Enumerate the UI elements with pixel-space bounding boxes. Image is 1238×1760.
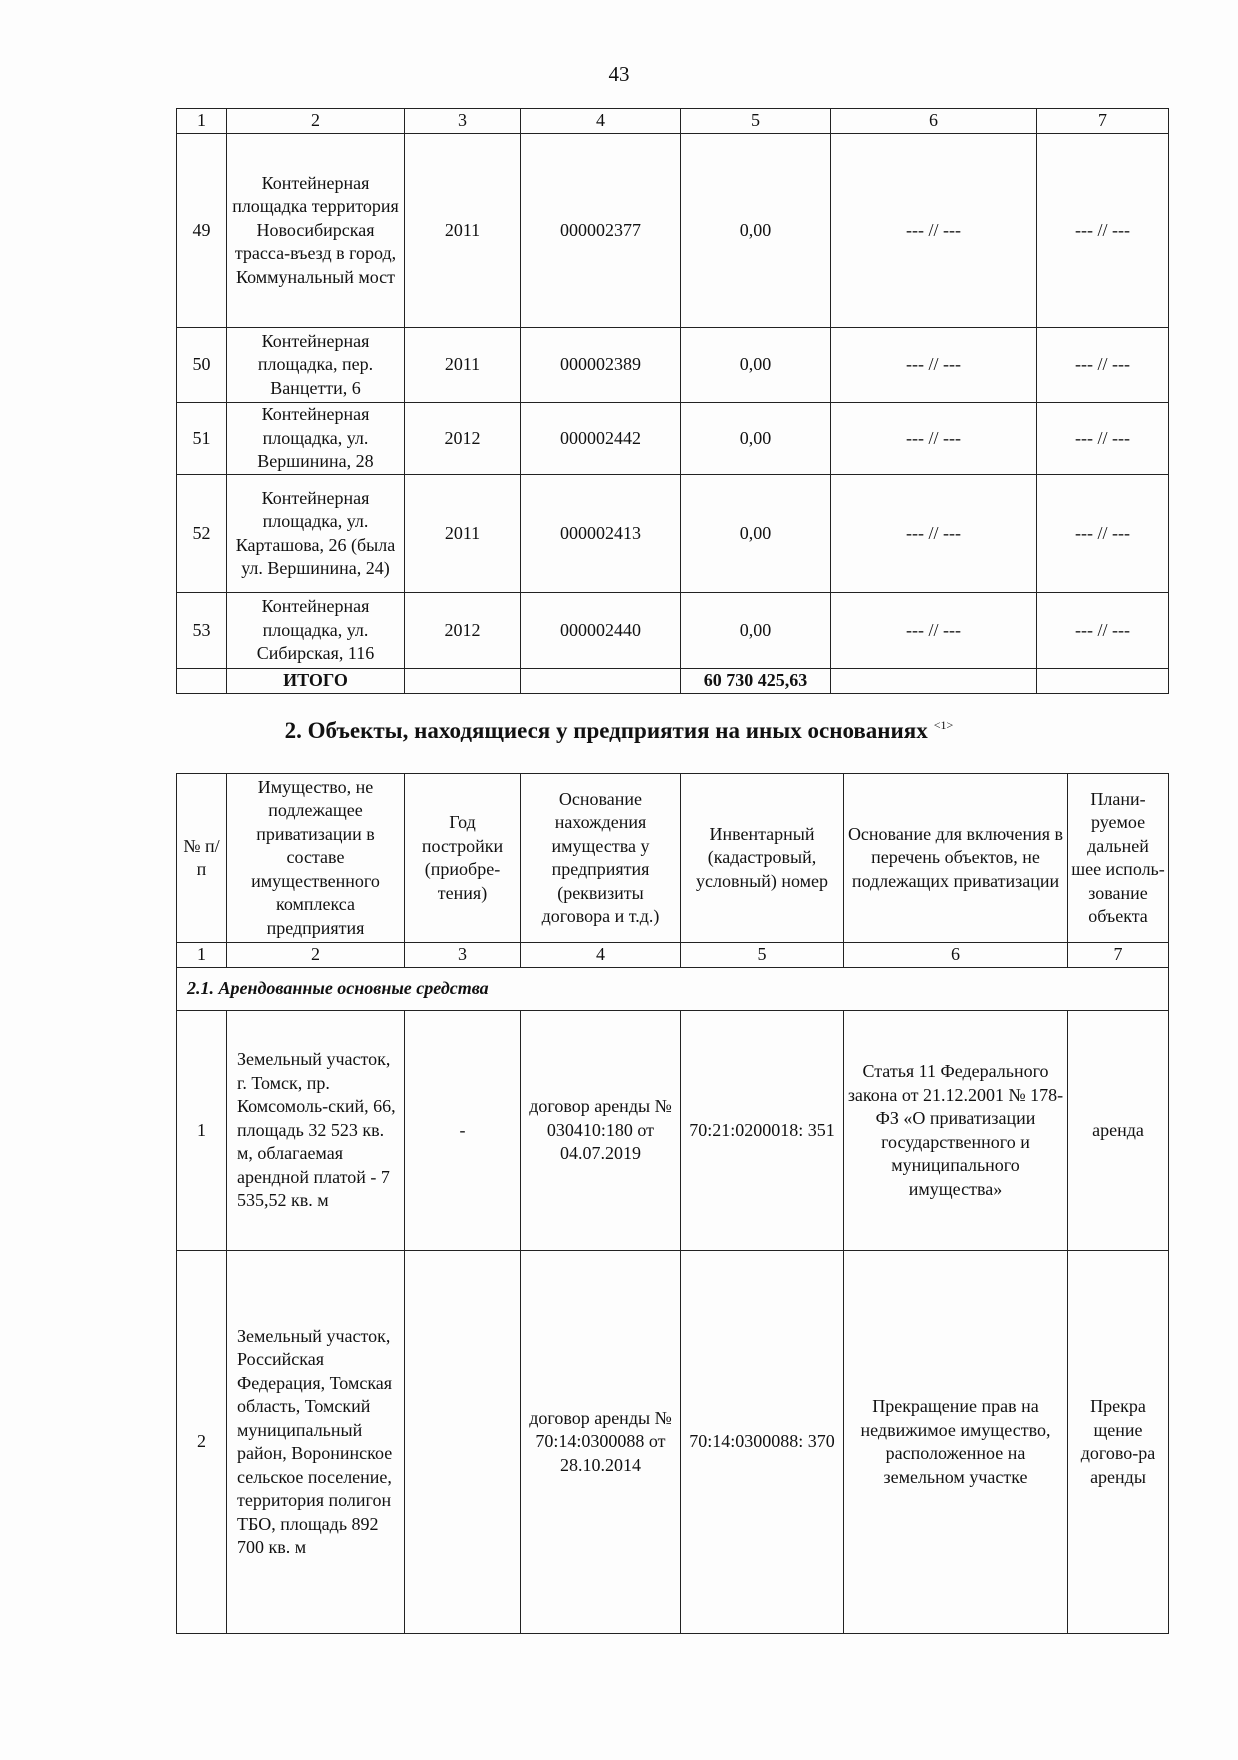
- property-name: Контейнерная площадка, ул. Вершинина, 28: [227, 403, 405, 475]
- property-name: Контейнерная площадка, ул. Карташова, 26 (была ул. Вершинина, 24): [227, 475, 405, 593]
- col-num: 5: [681, 109, 831, 134]
- table-row: [177, 1011, 1169, 1251]
- inventory-number: 000002413: [521, 475, 681, 593]
- planned-use: Прекра щение догово-ра аренды: [1068, 1251, 1169, 1634]
- property-name: Контейнерная площадка, пер. Ванцетти, 6: [227, 328, 405, 403]
- empty-cell: [405, 669, 521, 694]
- col-num: 2: [227, 109, 405, 134]
- subsection-row: [177, 968, 1169, 1011]
- header-row: [177, 774, 1169, 943]
- column-number-row: [177, 943, 1169, 968]
- total-value: 60 730 425,63: [681, 669, 831, 694]
- basis: договор аренды № 030410:180 от 04.07.2019: [521, 1011, 681, 1251]
- year: 2012: [405, 593, 521, 669]
- section-title-text: 2. Объекты, находящиеся у предприятия на иных основаниях: [284, 718, 928, 743]
- footnote-ref: <1>: [933, 718, 954, 733]
- ditto-mark: --- // ---: [831, 593, 1037, 669]
- row-number: 53: [177, 593, 227, 669]
- year: 2012: [405, 403, 521, 475]
- property-name: Контейнерная площадка территория Новосибирская трасса-въезд в город, Коммунальный мост: [227, 134, 405, 328]
- basis: договор аренды № 70:14:0300088 от 28.10.2014: [521, 1251, 681, 1634]
- row-number: 52: [177, 475, 227, 593]
- column-header: № п/п: [177, 774, 227, 943]
- section-title: [0, 718, 1238, 744]
- ditto-mark: --- // ---: [831, 134, 1037, 328]
- col-num: 5: [681, 943, 844, 968]
- total-label: ИТОГО: [227, 669, 405, 694]
- cadastral-number: 70:21:0200018: 351: [681, 1011, 844, 1251]
- column-header: Год постройки (приобре-тения): [405, 774, 521, 943]
- col-num: 2: [227, 943, 405, 968]
- ditto-mark: --- // ---: [1037, 328, 1169, 403]
- property-table-continued: [176, 108, 1169, 694]
- year: 2011: [405, 134, 521, 328]
- cadastral-number: 70:14:0300088: 370: [681, 1251, 844, 1634]
- col-num: 7: [1068, 943, 1169, 968]
- table-row: [177, 475, 1169, 593]
- ditto-mark: --- // ---: [1037, 134, 1169, 328]
- inventory-number: 000002440: [521, 593, 681, 669]
- column-header: Основание нахождения имущества у предприятия (реквизиты договора и т.д.): [521, 774, 681, 943]
- ditto-mark: --- // ---: [831, 328, 1037, 403]
- column-header: Инвентарный (кадастровый, условный) номер: [681, 774, 844, 943]
- inventory-number: 000002442: [521, 403, 681, 475]
- property-name: Земельный участок, Российская Федерация, Томская область, Томский муниципальный район, Воронинское сельское поселение, территория полигон ТБО, площадь 892 700 кв. м: [227, 1251, 405, 1634]
- col-num: 3: [405, 943, 521, 968]
- value: 0,00: [681, 328, 831, 403]
- empty-cell: [831, 669, 1037, 694]
- year: 2011: [405, 475, 521, 593]
- table-row: [177, 403, 1169, 475]
- empty-cell: [1037, 669, 1169, 694]
- column-number-row: [177, 109, 1169, 134]
- ditto-mark: --- // ---: [831, 403, 1037, 475]
- row-number: 50: [177, 328, 227, 403]
- col-num: 3: [405, 109, 521, 134]
- value: 0,00: [681, 593, 831, 669]
- col-num: 6: [831, 109, 1037, 134]
- value: 0,00: [681, 403, 831, 475]
- empty-cell: [521, 669, 681, 694]
- ditto-mark: --- // ---: [1037, 593, 1169, 669]
- col-num: 4: [521, 109, 681, 134]
- ditto-mark: --- // ---: [1037, 403, 1169, 475]
- table-row: [177, 134, 1169, 328]
- total-row: [177, 669, 1169, 694]
- col-num: 1: [177, 943, 227, 968]
- row-number: 51: [177, 403, 227, 475]
- value: 0,00: [681, 134, 831, 328]
- year: -: [405, 1011, 521, 1251]
- row-number: 2: [177, 1251, 227, 1634]
- col-num: 1: [177, 109, 227, 134]
- page-number: 43: [608, 62, 630, 86]
- subsection-title: 2.1. Арендованные основные средства: [177, 968, 1169, 1011]
- col-num: 6: [844, 943, 1068, 968]
- value: 0,00: [681, 475, 831, 593]
- ditto-mark: --- // ---: [831, 475, 1037, 593]
- column-header: Плани-руемое дальней шее исполь-зование объекта: [1068, 774, 1169, 943]
- property-name: Земельный участок, г. Томск, пр. Комсомоль-ский, 66, площадь 32 523 кв. м, облагаемая арендной платой - 7 535,52 кв. м: [227, 1011, 405, 1251]
- table-row: [177, 1251, 1169, 1634]
- year: 2011: [405, 328, 521, 403]
- inclusion-reason: Прекращение прав на недвижимое имущество, расположенное на земельном участке: [844, 1251, 1068, 1634]
- col-num: 7: [1037, 109, 1169, 134]
- year: [405, 1251, 521, 1634]
- col-num: 4: [521, 943, 681, 968]
- table-row: [177, 593, 1169, 669]
- empty-cell: [177, 669, 227, 694]
- other-basis-property-table: [176, 773, 1169, 1634]
- inclusion-reason: Статья 11 Федерального закона от 21.12.2001 № 178-ФЗ «О приватизации государственного и муниципального имущества»: [844, 1011, 1068, 1251]
- ditto-mark: --- // ---: [1037, 475, 1169, 593]
- planned-use: аренда: [1068, 1011, 1169, 1251]
- column-header: Основание для включения в перечень объектов, не подлежащих приватизации: [844, 774, 1068, 943]
- inventory-number: 000002377: [521, 134, 681, 328]
- property-name: Контейнерная площадка, ул. Сибирская, 116: [227, 593, 405, 669]
- table-row: [177, 328, 1169, 403]
- inventory-number: 000002389: [521, 328, 681, 403]
- row-number: 1: [177, 1011, 227, 1251]
- column-header: Имущество, не подлежащее приватизации в составе имущественного комплекса предприятия: [227, 774, 405, 943]
- row-number: 49: [177, 134, 227, 328]
